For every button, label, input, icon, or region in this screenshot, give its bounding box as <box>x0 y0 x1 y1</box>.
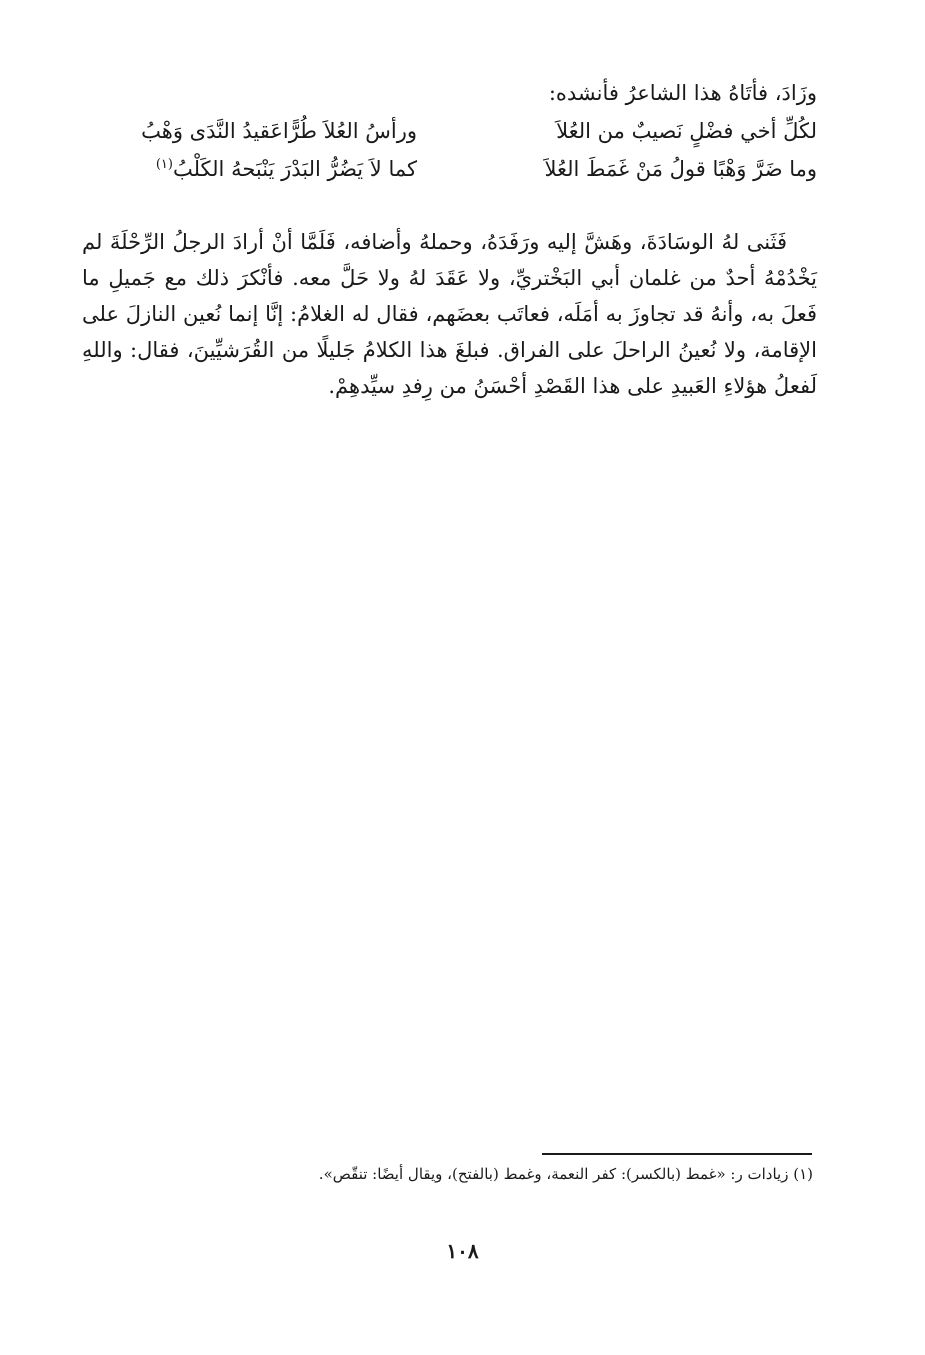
verse-1-second-hemistich: ورأسُ العُلاَ طُرًّاعَقيدُ النَّدَى وَهْبُ <box>141 119 417 143</box>
footnote-separator <box>542 1153 812 1155</box>
body-paragraph <box>82 224 817 404</box>
verse-line-1 <box>105 114 817 148</box>
verse-2-second-hemistich <box>105 152 417 186</box>
page-number: ١٠٨ <box>446 1239 479 1263</box>
verse-2-second-hemistich-text: كما لاَ يَضُرُّ البَدْرَ يَنْبَحهُ الكَلْبُ <box>172 157 417 181</box>
footnote-reference: (١) <box>155 157 173 172</box>
verse-introduction: وزَادَ، فأتَاهُ هذا الشاعرُ فأنشده: <box>548 81 817 105</box>
verse-2-first-hemistich: وما ضَرَّ وَهْبًا قولُ مَنْ غَمَطَ العُلاَ <box>544 157 817 181</box>
body-text: فَثَنى لهُ الوسَادَةَ، وهَشَّ إليه ورَفَدَهُ، وحملهُ وأضافه، فَلَمَّا أنْ أرادَ الرجلُ الرِّحْلَةَ لم يَخْدُمْهُ أحدٌ من غلمان أبي البَخْتريِّ، ولا عَقَدَ لهُ ولا حَلَّ معه. فأنْكرَ ذلك مع جَميلِ ما فَعلَ به، وأنهُ قد تجاوزَ به أمَلَه، فعاتَب بعضَهم، فقال له الغلامُ: إنَّا إنما نُعين النازلَ على الإقامة، ولا نُعينُ الراحلَ على الفراق. فبلغَ هذا الكلامُ جَليلًا من القُرَشيِّينَ، فقال: واللهِ لَفعلُ هؤلاءِ العَبيدِ على هذا القَصْدِ أحْسَنُ من رِفدِ سيِّدهِمْ. <box>82 230 817 398</box>
footnote: (١) زيادات ر: «غمط (بالكسر): كفر النعمة، وغمط (بالفتح)، ويقال أيضًا: تنقّص». <box>318 1165 813 1183</box>
verse-1-first-hemistich: لكُلِّ أخي فضْلٍ نَصيبٌ من العُلاَ <box>556 119 817 143</box>
verse-line-2 <box>105 152 817 186</box>
